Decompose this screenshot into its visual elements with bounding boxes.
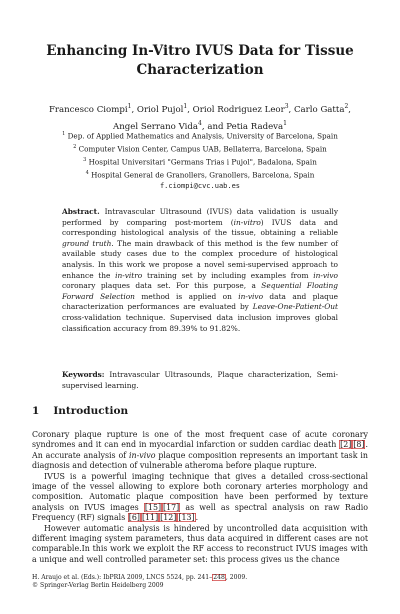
citation-line — [32, 574, 368, 582]
keywords-label: Keywords: — [62, 370, 105, 379]
paragraph-emphasis: in-vivo — [129, 450, 156, 460]
affiliation-marker: 1 — [127, 103, 132, 110]
author-name: Angel Serrano Vida — [113, 121, 199, 132]
paragraph-text: as well as spectral analysis on raw Radio Frequency (RF) signals — [32, 502, 369, 523]
affiliation-text: Hospital General de Granollers, Granollers, Barcelona, Spain — [91, 170, 315, 180]
citation-link[interactable]: [6] — [128, 513, 140, 523]
section-heading — [32, 405, 128, 417]
section-number: 1 — [32, 405, 40, 417]
page-range-link[interactable]: 248 — [213, 574, 225, 581]
abstract-emphasis: ground truth — [62, 238, 112, 248]
keywords-text: Intravascular Ultrasounds, Plaque characterization, Semi-supervised learning. — [62, 370, 338, 390]
affiliation-marker: 2 — [73, 143, 77, 150]
paragraph-text: . An accurate analysis of — [32, 440, 368, 460]
affiliation-marker: 1 — [183, 103, 188, 110]
affiliation — [30, 168, 370, 181]
abstract-emphasis: in-vitro — [115, 270, 143, 280]
affiliation-text: Computer Vision Center, Campus UAB, Bellaterra, Barcelona, Spain — [78, 144, 327, 154]
affiliations — [30, 129, 370, 191]
paragraph-text: IVUS is a powerful imaging technique that gives a detailed cross-sectional image of the vessel allowing to explore both coronary arteries morphology and composition. Automatic plaque composition have been performed by texture analysis on IVUS images — [32, 471, 368, 512]
author-conjunction: and — [207, 121, 224, 132]
abstract-emphasis: Leave-One-Patient-Out — [252, 302, 338, 312]
abstract-label: Abstract. — [62, 207, 100, 216]
affiliation-text: Dep. of Applied Mathematics and Analysis, University of Barcelona, Spain — [67, 131, 338, 141]
citation-link[interactable]: [13] — [178, 513, 195, 523]
paragraph-text: plaque composition represents an important task in diagnosis and detection of vulnerable atheroma before plaque rupture. — [32, 450, 368, 471]
abstract-text: Intravascular Ultrasound (IVUS) data validation is usually performed by comparing post-mortem ( — [62, 207, 338, 227]
author-name: Petia Radeva — [226, 121, 284, 132]
abstract-emphasis: in-vivo — [313, 270, 339, 280]
citation-link[interactable]: [8] — [353, 440, 365, 450]
citation-link[interactable]: [12] — [160, 513, 177, 523]
abstract-emphasis: Sequential Floating Forward Selection — [62, 281, 339, 301]
abstract-text: training set by including examples from — [142, 270, 314, 280]
citation-link[interactable]: [17] — [163, 502, 180, 512]
affiliation-text: Hospital Universitari "Germans Trias i Pujol", Badalona, Spain — [88, 157, 317, 167]
affiliation-marker: 3 — [83, 156, 87, 163]
affiliation-marker: 4 — [85, 169, 89, 176]
author-name: Oriol Rodriguez Leor — [192, 104, 285, 115]
section-title: Introduction — [53, 405, 129, 417]
citation-link[interactable]: [15] — [144, 502, 162, 512]
title-line: Enhancing In-Vitro IVUS Data for Tissue — [46, 43, 354, 59]
paper-title — [40, 42, 360, 80]
author-name: Oriol Pujol — [136, 104, 184, 115]
author-name: Francesco Ciompi — [48, 104, 128, 115]
copyright-line: © Springer-Verlag Berlin Heidelberg 2009 — [32, 582, 164, 590]
abstract — [62, 207, 338, 334]
author-line: Francesco Ciompi$^1$, Oriol Pujol$^1$, Oriol Rodriguez Leor$^3$, Carlo Gatta$^2$, — [48, 103, 352, 115]
abstract-text: ) IVUS data and corresponding histological analysis of the tissue, obtaining a reliable — [62, 217, 339, 238]
paragraph — [32, 472, 368, 524]
paragraph-text: Coronary plaque rupture is one of the most frequent case of acute coronary syndromes and it can end in myocardial infarction or sudden cardiac death — [32, 430, 368, 450]
abstract-text: cross-validation technique. Supervised data inclusion improves global classification accuracy from 89.39% to 91.82%. — [62, 312, 338, 333]
paragraph: However automatic analysis is hindered by uncontrolled data acquisition with different imaging system parameters, thus data acquired in different cases are not comparable.In this work we exploit the RF access to reconstruct IVUS images with a unique and well controlled parameter set: this process gives us the chance — [32, 523, 368, 564]
affiliation — [30, 155, 370, 168]
abstract-text: . The main drawback of this method is the few number of available study cases due to the complex procedure of histological analysis. In this work we propose a novel semi-supervised approach to enhance the — [62, 238, 339, 280]
abstract-emphasis: in-vivo — [238, 291, 264, 301]
author-name: Carlo Gatta — [293, 104, 345, 115]
affiliation — [30, 129, 370, 142]
page-footer — [32, 574, 368, 591]
affiliation-marker: 1 — [62, 131, 66, 137]
author-line: Angel Serrano Vida$^4$, and Petia Radeva$^1$ — [113, 119, 287, 132]
footer-text: , 2009. — [225, 574, 248, 581]
abstract-text: method is applied on — [134, 291, 239, 301]
affiliation-marker: 3 — [284, 103, 289, 110]
paragraph-text: . — [195, 513, 199, 523]
citation-link[interactable]: [2] — [340, 440, 352, 450]
footer-text: H. Araujo et al. (Eds.): IbPRIA 2009, LNCS 5524, pp. 241– — [32, 574, 213, 581]
keywords — [62, 370, 338, 391]
paragraph — [32, 430, 368, 472]
abstract-emphasis: in-vitro — [233, 217, 261, 227]
affiliation-marker: 1 — [283, 119, 287, 127]
body-text — [32, 430, 368, 565]
citation-link[interactable]: [11] — [141, 513, 159, 523]
abstract-text: coronary plaques data set. For this purpose, a — [62, 281, 262, 291]
affiliation-marker: 4 — [198, 119, 202, 127]
abstract-text: data and plaque characterization performances are evaluated by — [62, 291, 338, 312]
affiliation — [30, 142, 370, 155]
author-email[interactable]: f.ciompi@cvc.uab.es — [159, 181, 241, 190]
title-line: Characterization — [136, 62, 264, 78]
affiliation-marker: 2 — [344, 103, 349, 110]
